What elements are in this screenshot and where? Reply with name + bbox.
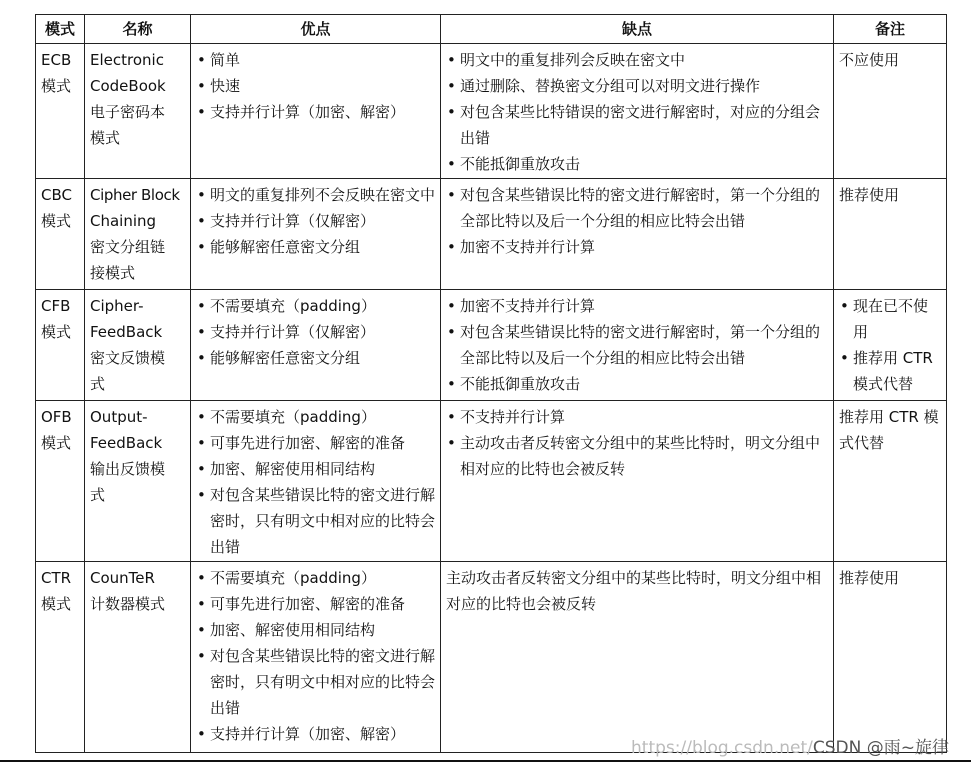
pros-cell <box>191 44 441 179</box>
mode-cell <box>36 44 85 179</box>
mode-code: CTR <box>41 569 72 587</box>
mode-suffix: 模式 <box>41 595 72 613</box>
notes-text: 推荐使用 <box>839 569 900 587</box>
name-line: 计数器模式 <box>90 595 166 613</box>
watermark <box>631 733 949 758</box>
cons-item: • 对包含某些比特错误的密文进行解密时，对应的分组会出错 <box>446 99 828 151</box>
cons-text: 主动攻击者反转密文分组中的某些比特时，明文分组中相对应的比特也会被反转 <box>446 569 822 613</box>
pros-item: • 能够解密任意密文分组 <box>196 345 435 371</box>
pros-item: • 明文的重复排列不会反映在密文中 <box>196 182 435 208</box>
table-row-ecb <box>36 44 947 179</box>
name-line: Output- <box>90 408 148 426</box>
name-line: 电子密码本 <box>90 103 166 121</box>
table-row-ofb <box>36 401 947 562</box>
pros-cell <box>191 179 441 290</box>
notes-cell <box>834 179 947 290</box>
pros-item: • 简单 <box>196 47 435 73</box>
mode-suffix: 模式 <box>41 212 72 230</box>
pros-item: • 加密、解密使用相同结构 <box>196 617 435 643</box>
cons-item: • 主动攻击者反转密文分组中的某些比特时，明文分组中相对应的比特也会被反转 <box>446 430 828 482</box>
table-row-cfb <box>36 290 947 401</box>
header-name: 名称 <box>85 15 191 44</box>
cons-item: • 不能抵御重放攻击 <box>446 371 828 397</box>
mode-cell <box>36 290 85 401</box>
cons-cell <box>441 562 834 753</box>
cons-item: • 对包含某些错误比特的密文进行解密时，第一个分组的全部比特以及后一个分组的相应比特会出错 <box>446 182 828 234</box>
name-cell <box>85 401 191 562</box>
pros-cell <box>191 401 441 562</box>
name-line: Chaining <box>90 212 157 230</box>
name-line: Cipher Block <box>90 186 180 204</box>
name-line: 输出反馈模 <box>90 460 166 478</box>
notes-item: • 推荐用 CTR 模式代替 <box>839 345 941 397</box>
cons-item: • 不支持并行计算 <box>446 404 828 430</box>
name-line: FeedBack <box>90 434 163 452</box>
name-line: CodeBook <box>90 77 166 95</box>
mode-cell <box>36 179 85 290</box>
bottom-rule <box>0 760 971 762</box>
pros-item: • 支持并行计算（加密、解密） <box>196 721 435 747</box>
pros-item: • 加密、解密使用相同结构 <box>196 456 435 482</box>
header-row <box>36 15 947 44</box>
mode-cell <box>36 562 85 753</box>
pros-item: • 能够解密任意密文分组 <box>196 234 435 260</box>
cons-item: • 加密不支持并行计算 <box>446 293 828 319</box>
cons-cell <box>441 401 834 562</box>
notes-cell <box>834 44 947 179</box>
mode-suffix: 模式 <box>41 323 72 341</box>
name-line: 式 <box>90 375 106 393</box>
notes-text: 推荐使用 <box>839 186 900 204</box>
pros-item: • 对包含某些错误比特的密文进行解密时，只有明文中相对应的比特会出错 <box>196 643 435 721</box>
name-cell <box>85 290 191 401</box>
table-row-ctr <box>36 562 947 753</box>
mode-cell <box>36 401 85 562</box>
pros-cell <box>191 562 441 753</box>
header-mode: 模式 <box>36 15 85 44</box>
pros-item: • 对包含某些错误比特的密文进行解密时，只有明文中相对应的比特会出错 <box>196 482 435 560</box>
cons-item: • 对包含某些错误比特的密文进行解密时，第一个分组的全部比特以及后一个分组的相应比特会出错 <box>446 319 828 371</box>
watermark-brand: CSDN @雨~旋律 <box>812 738 949 758</box>
header-cons: 缺点 <box>441 15 834 44</box>
pros-item: • 支持并行计算（加密、解密） <box>196 99 435 125</box>
pros-item: • 不需要填充（padding） <box>196 404 435 430</box>
name-line: 接模式 <box>90 264 136 282</box>
name-line: 模式 <box>90 129 121 147</box>
notes-cell <box>834 401 947 562</box>
mode-code: CFB <box>41 297 71 315</box>
pros-item: • 可事先进行加密、解密的准备 <box>196 430 435 456</box>
name-line: CounTeR <box>90 569 155 587</box>
pros-item: • 快速 <box>196 73 435 99</box>
pros-item: • 支持并行计算（仅解密） <box>196 319 435 345</box>
cons-cell <box>441 179 834 290</box>
name-line: 密文分组链 <box>90 238 166 256</box>
cons-item: • 明文中的重复排列会反映在密文中 <box>446 47 828 73</box>
name-cell <box>85 562 191 753</box>
table-row-cbc <box>36 179 947 290</box>
notes-item: • 现在已不使用 <box>839 293 941 345</box>
pros-item: • 不需要填充（padding） <box>196 293 435 319</box>
notes-text: 推荐用 CTR 模式代替 <box>839 408 939 452</box>
block-cipher-modes-table <box>35 14 947 753</box>
header-pros: 优点 <box>191 15 441 44</box>
mode-code: CBC <box>41 186 72 204</box>
watermark-url: https://blog.csdn.net/ <box>631 738 813 758</box>
mode-suffix: 模式 <box>41 77 72 95</box>
notes-cell <box>834 562 947 753</box>
notes-text: 不应使用 <box>839 51 900 69</box>
name-line: 式 <box>90 486 106 504</box>
mode-code: OFB <box>41 408 72 426</box>
pros-item: • 不需要填充（padding） <box>196 565 435 591</box>
pros-item: • 支持并行计算（仅解密） <box>196 208 435 234</box>
pros-item: • 可事先进行加密、解密的准备 <box>196 591 435 617</box>
name-line: FeedBack <box>90 323 163 341</box>
header-notes: 备注 <box>834 15 947 44</box>
mode-suffix: 模式 <box>41 434 72 452</box>
cons-item: • 通过删除、替换密文分组可以对明文进行操作 <box>446 73 828 99</box>
cons-item: • 不能抵御重放攻击 <box>446 151 828 177</box>
mode-code: ECB <box>41 51 72 69</box>
cons-cell <box>441 44 834 179</box>
cons-cell <box>441 290 834 401</box>
notes-cell <box>834 290 947 401</box>
pros-cell <box>191 290 441 401</box>
name-cell <box>85 44 191 179</box>
cons-item: • 加密不支持并行计算 <box>446 234 828 260</box>
name-cell <box>85 179 191 290</box>
name-line: 密文反馈模 <box>90 349 166 367</box>
name-line: Cipher- <box>90 297 144 315</box>
name-line: Electronic <box>90 51 164 69</box>
